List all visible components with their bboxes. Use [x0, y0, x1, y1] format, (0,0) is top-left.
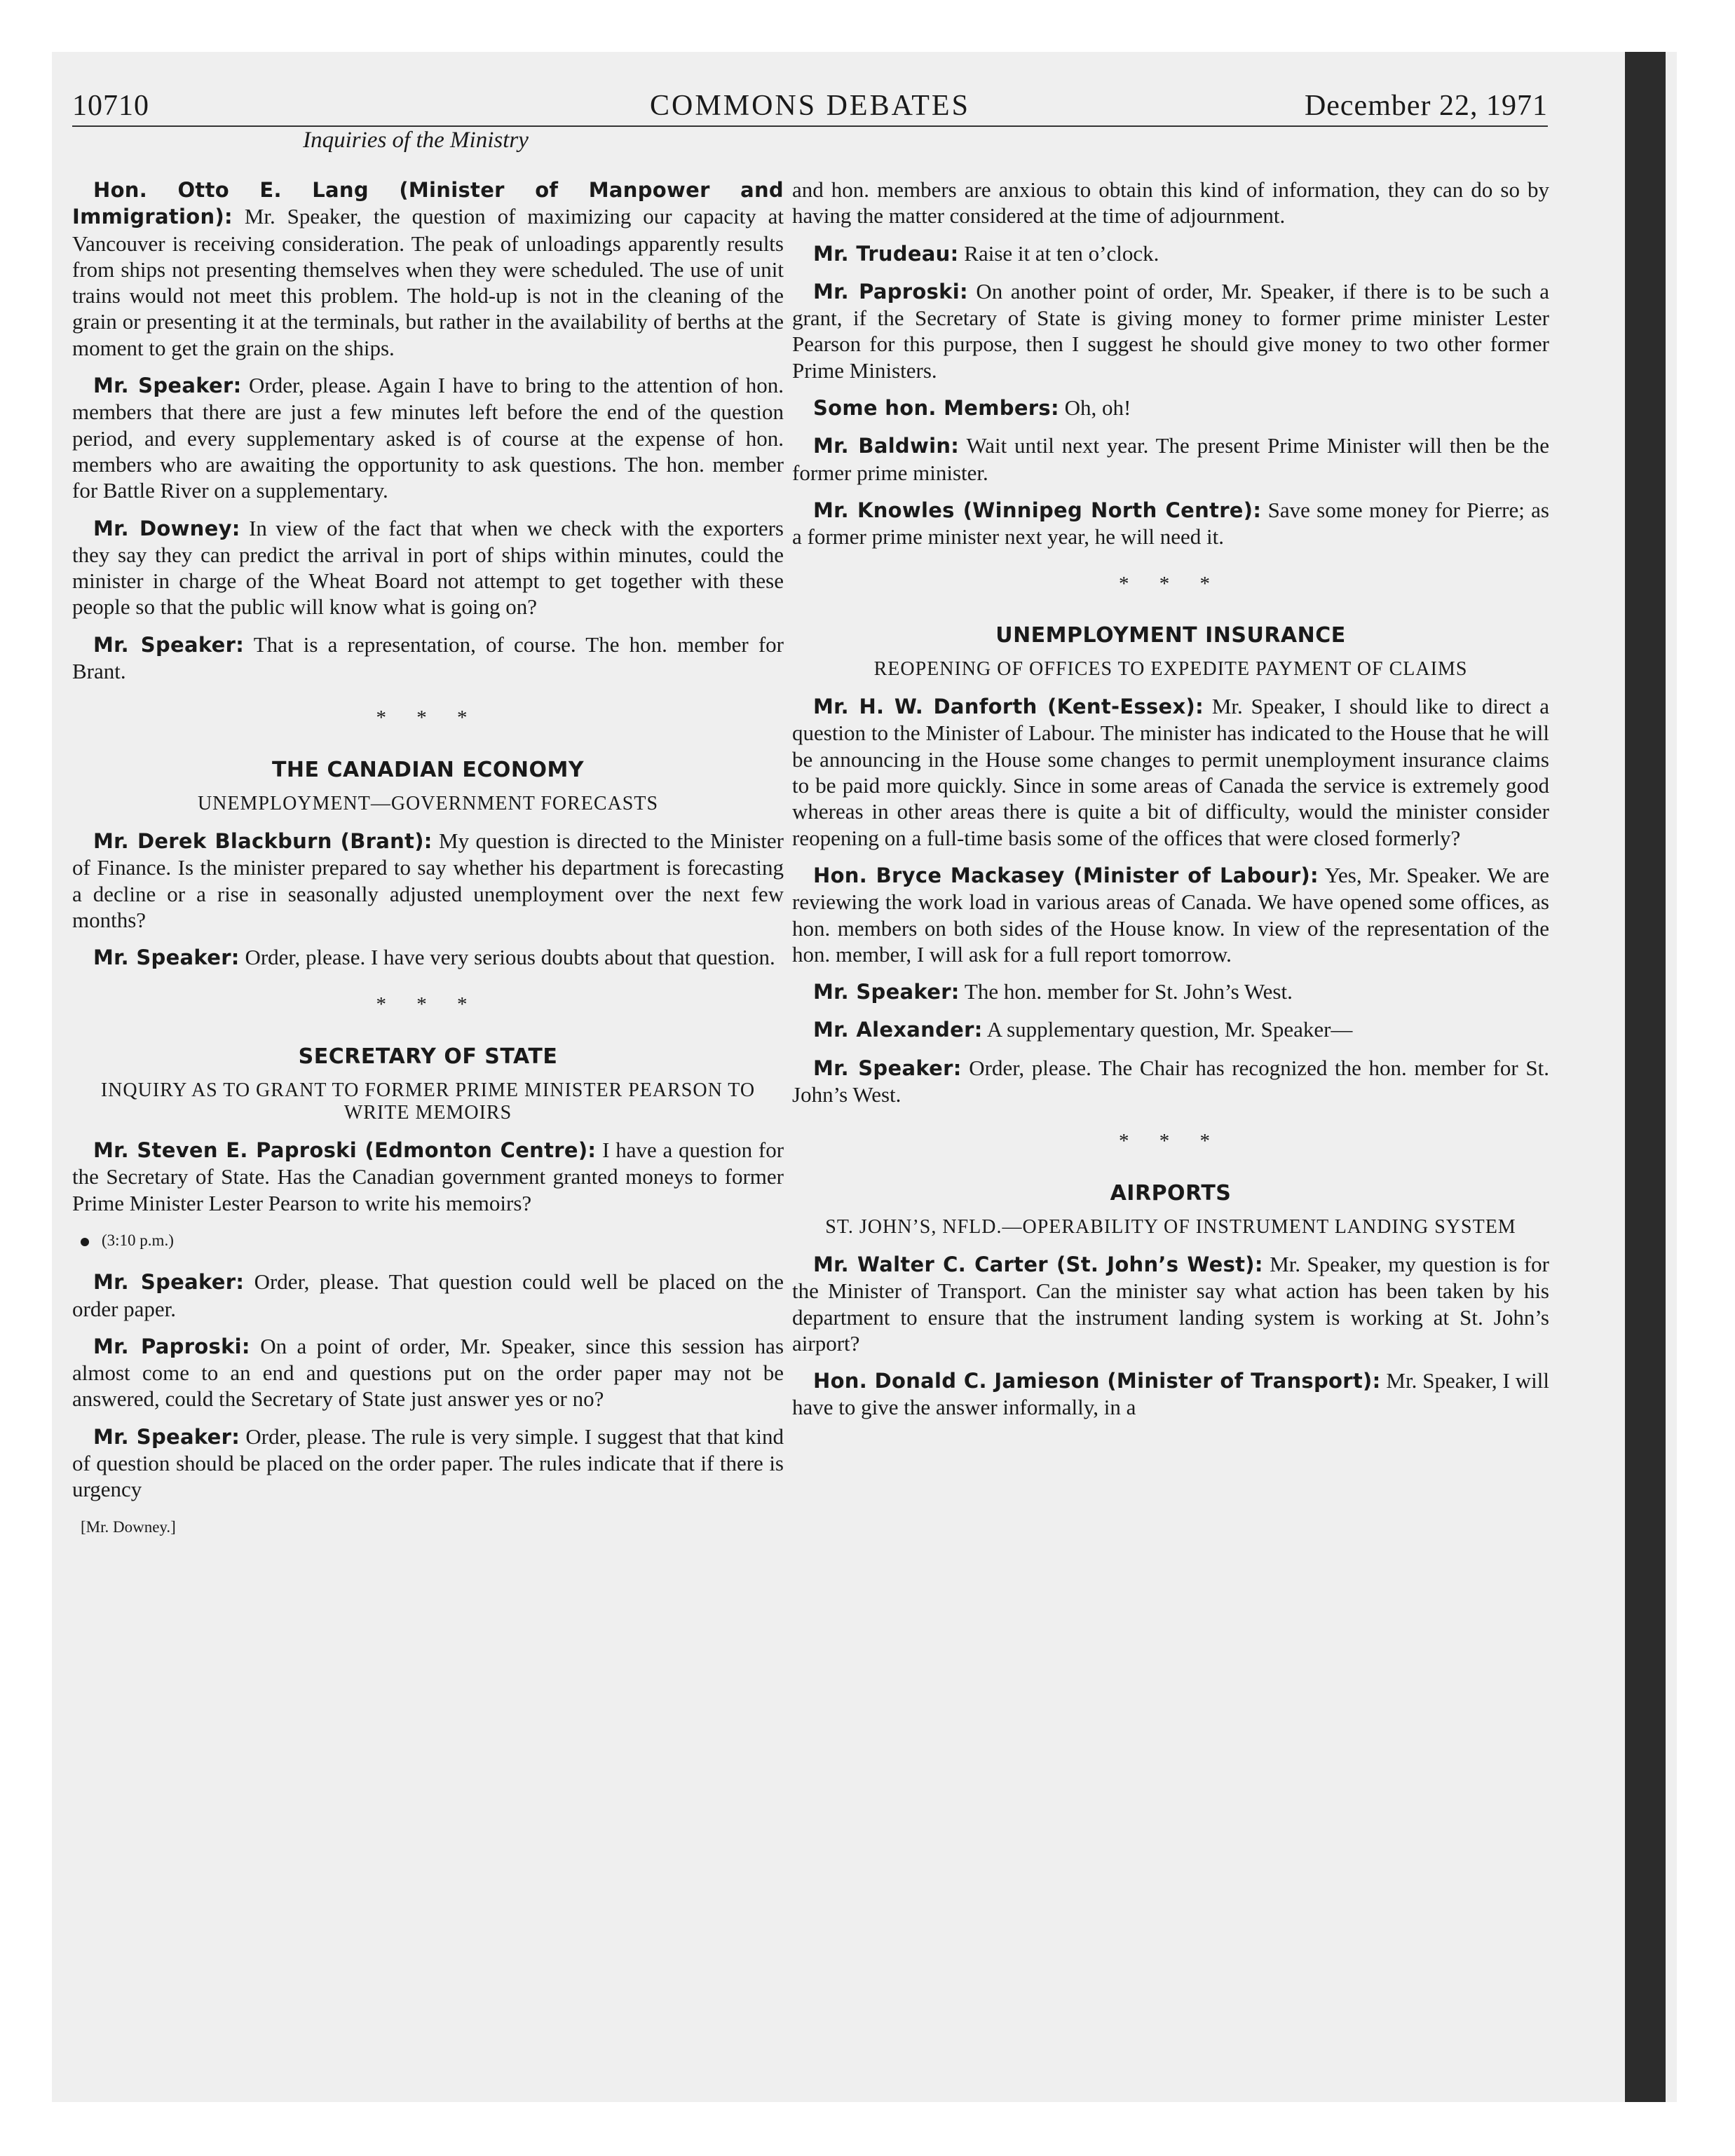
speaker-name: Hon. Otto E. Lang (Minister of Manpower and Immigration):: [72, 178, 784, 229]
paragraph: [792, 693, 1549, 851]
section-title: UNEMPLOYMENT INSURANCE: [995, 622, 1346, 648]
speech-text: Order, please. That question could well be placed on the order paper.: [72, 1269, 784, 1321]
section-subtitle: UNEMPLOYMENT—GOVERNMENT FORECASTS: [197, 792, 659, 814]
speaker-name: Mr. Speaker:: [93, 1424, 240, 1449]
speech-text: Raise it at ten o’clock.: [964, 240, 1159, 266]
speech-text: A supplementary question, Mr. Speaker—: [986, 1017, 1353, 1042]
section-separator: * * *: [376, 993, 480, 1016]
speaker-name: Mr. Speaker:: [813, 980, 960, 1004]
paragraph: [792, 240, 1549, 267]
speech-text: Mr. Speaker, I should like to direct a question to the Minister of Labour. The minister has indicated to the House that he will be announcing in the House some changes to permit unemployment insurance claims to be paid more quickly. Since in some areas of Canada the service is extremely good whereas in other areas there is quite a bit of difficulty, would the minister consider reopening on a full-time basis some of the offices that were closed formerly?: [792, 694, 1550, 850]
speech-text: Oh, oh!: [1064, 395, 1131, 421]
paragraph: [72, 1269, 784, 1322]
time-text: (3:10 p.m.): [102, 1231, 174, 1249]
speech-text: Save some money for Pierre; as a former prime minister next year, he will need it.: [792, 497, 1549, 550]
section-subheader: Inquiries of the Ministry: [303, 128, 529, 153]
section-title: SECRETARY OF STATE: [298, 1044, 558, 1069]
paragraph: [72, 1333, 784, 1412]
speaker-name: Mr. Paproski:: [93, 1334, 250, 1358]
speech-text: Mr. Speaker, the question of maximizing our capacity at Vancouver is receiving consideration. The peak of unloadings apparently results from ships not presenting themselves when they were scheduled. The use of unit trains would not meet this problem. The hold-up is not in the cleaning of the grain or presenting it at the terminals, but rather in the availability of berths at the moment to get the grain on the ships.: [72, 204, 784, 360]
speaker-name: Mr. Speaker:: [813, 1056, 962, 1080]
paragraph: [72, 515, 784, 620]
speaker-name: Mr. Speaker:: [93, 946, 240, 970]
paragraph: [792, 432, 1549, 486]
paragraph: [72, 177, 784, 361]
paragraph: [72, 1137, 784, 1216]
speaker-name: Hon. Donald C. Jamieson (Minister of Transport):: [813, 1369, 1381, 1393]
paragraph: [72, 372, 784, 503]
time-stamp: [81, 1227, 784, 1253]
speaker-name: Mr. Steven E. Paproski (Edmonton Centre):: [93, 1138, 597, 1163]
speaker-name: Some hon. Members:: [813, 396, 1059, 421]
speech-text: The hon. member for St. John’s West.: [964, 979, 1293, 1004]
speaker-name: Mr. Speaker:: [93, 1270, 245, 1295]
speaker-name: Mr. Alexander:: [813, 1018, 983, 1042]
speech-text: Wait until next year. The present Prime Minister will then be the former prime minister.: [792, 433, 1549, 485]
speaker-name: Mr. Speaker:: [93, 374, 242, 398]
section-separator: * * *: [1119, 1130, 1223, 1153]
speech-text: My question is directed to the Minister of Finance. Is the minister prepared to say whether his department is forecasting a decline or a rise in seasonally adjusted unemployment over the next few months?: [72, 828, 784, 932]
speech-text: That is a representation, of course. The hon. member for Brant.: [72, 632, 784, 684]
bullet-icon: [81, 1238, 89, 1246]
paragraph: [792, 1055, 1549, 1108]
speaker-name: Mr. Baldwin:: [813, 434, 960, 458]
publication-title: COMMONS DEBATES: [650, 90, 970, 122]
page-header: [72, 81, 1548, 127]
speaker-name: Mr. Downey:: [93, 516, 240, 540]
speaker-name: Mr. Knowles (Winnipeg North Centre):: [813, 498, 1262, 522]
speaker-name: Hon. Bryce Mackasey (Minister of Labour):: [813, 863, 1319, 887]
right-column: [792, 177, 1549, 1432]
section-separator: * * *: [1119, 572, 1223, 595]
paragraph: [792, 862, 1549, 967]
paragraph: [792, 177, 1549, 229]
paragraph: [792, 1251, 1549, 1356]
speech-text: Order, please. The Chair has recognized the hon. member for St. John’s West.: [792, 1055, 1550, 1107]
speaker-name: Mr. Trudeau:: [813, 241, 959, 266]
page-date: December 22, 1971: [1304, 90, 1548, 122]
paragraph: [72, 632, 784, 685]
speaker-name: Mr. Derek Blackburn (Brant):: [93, 828, 433, 853]
speech-text: Order, please. I have very serious doubts about that question.: [245, 945, 775, 970]
section-subtitle: ST. JOHN’S, NFLD.—OPERABILITY OF INSTRUMENT LANDING SYSTEM: [825, 1215, 1516, 1238]
speech-text: Yes, Mr. Speaker. We are reviewing the work load in various areas of Canada. We have opened some offices, as hon. members on both sides of the House know. In view of the representation of the hon. member, I will ask for a full report tomorrow.: [792, 862, 1549, 967]
speech-text: and hon. members are anxious to obtain this kind of information, they can do so by having the matter considered at the time of adjournment.: [792, 177, 1549, 228]
speech-text: Mr. Speaker, my question is for the Minister of Transport. Can the minister say what action has been taken by his department to ensure that the instrument landing system is working at St. John’s airport?: [792, 1251, 1550, 1356]
speech-text: Order, please. The rule is very simple. I suggest that that kind of question should be placed on the order paper. The rules indicate that if there is urgency: [72, 1424, 784, 1502]
speech-text: On a point of order, Mr. Speaker, since this session has almost come to an end and questions put on the order paper may not be answered, could the Secretary of State just answer yes or no?: [72, 1333, 784, 1412]
section-title: AIRPORTS: [1110, 1180, 1232, 1206]
paragraph: [792, 278, 1549, 383]
speaker-name: Mr. Walter C. Carter (St. John’s West):: [813, 1252, 1263, 1276]
page-number: 10710: [72, 90, 149, 122]
speech-text: I have a question for the Secretary of State. Has the Canadian government granted moneys to former Prime Minister Lester Pearson to write his memoirs?: [72, 1138, 784, 1215]
section-subtitle: INQUIRY AS TO GRANT TO FORMER PRIME MINISTER PEARSON TO WRITE MEMOIRS: [100, 1079, 756, 1124]
section-title: THE CANADIAN ECONOMY: [271, 757, 585, 782]
paragraph: [792, 395, 1549, 421]
paragraph: [792, 1016, 1549, 1043]
page-binding-edge: [1625, 52, 1666, 2102]
section-subtitle: REOPENING OF OFFICES TO EXPEDITE PAYMENT OF CLAIMS: [873, 658, 1468, 681]
speech-text: Mr. Speaker, I will have to give the answer informally, in a: [792, 1368, 1550, 1420]
speech-text: On another point of order, Mr. Speaker, if there is to be such a grant, if the Secretary of State is giving money to former prime minister Lester Pearson for this purpose, then I suggest he should give money to two other former Prime Ministers.: [792, 278, 1549, 383]
continuation-note: [Mr. Downey.]: [81, 1517, 176, 1536]
paragraph: [72, 1424, 784, 1503]
speaker-name: Mr. Paproski:: [813, 279, 968, 303]
paragraph: [792, 497, 1549, 550]
left-column: [72, 177, 784, 1540]
speaker-name: Mr. Speaker:: [93, 632, 245, 657]
paragraph: [72, 944, 784, 971]
section-separator: * * *: [376, 707, 480, 730]
speaker-name: Mr. H. W. Danforth (Kent-Essex):: [813, 695, 1204, 719]
speech-text: Order, please. Again I have to bring to the attention of hon. members that there are just a few minutes left before the end of the question period, and every supplementary asked is of course at the expense of hon. members who are awaiting the opportunity to ask questions. The hon. member for Battle River on a supplementary.: [72, 373, 784, 503]
speech-text: In view of the fact that when we check with the exporters they say they can predict the arrival in port of ships within minutes, could the minister in charge of the Wheat Board not attempt to get together with these people so that the public will know what is going on?: [72, 515, 784, 620]
paragraph: [792, 978, 1549, 1005]
paragraph: [792, 1367, 1549, 1421]
paragraph: [72, 828, 784, 933]
